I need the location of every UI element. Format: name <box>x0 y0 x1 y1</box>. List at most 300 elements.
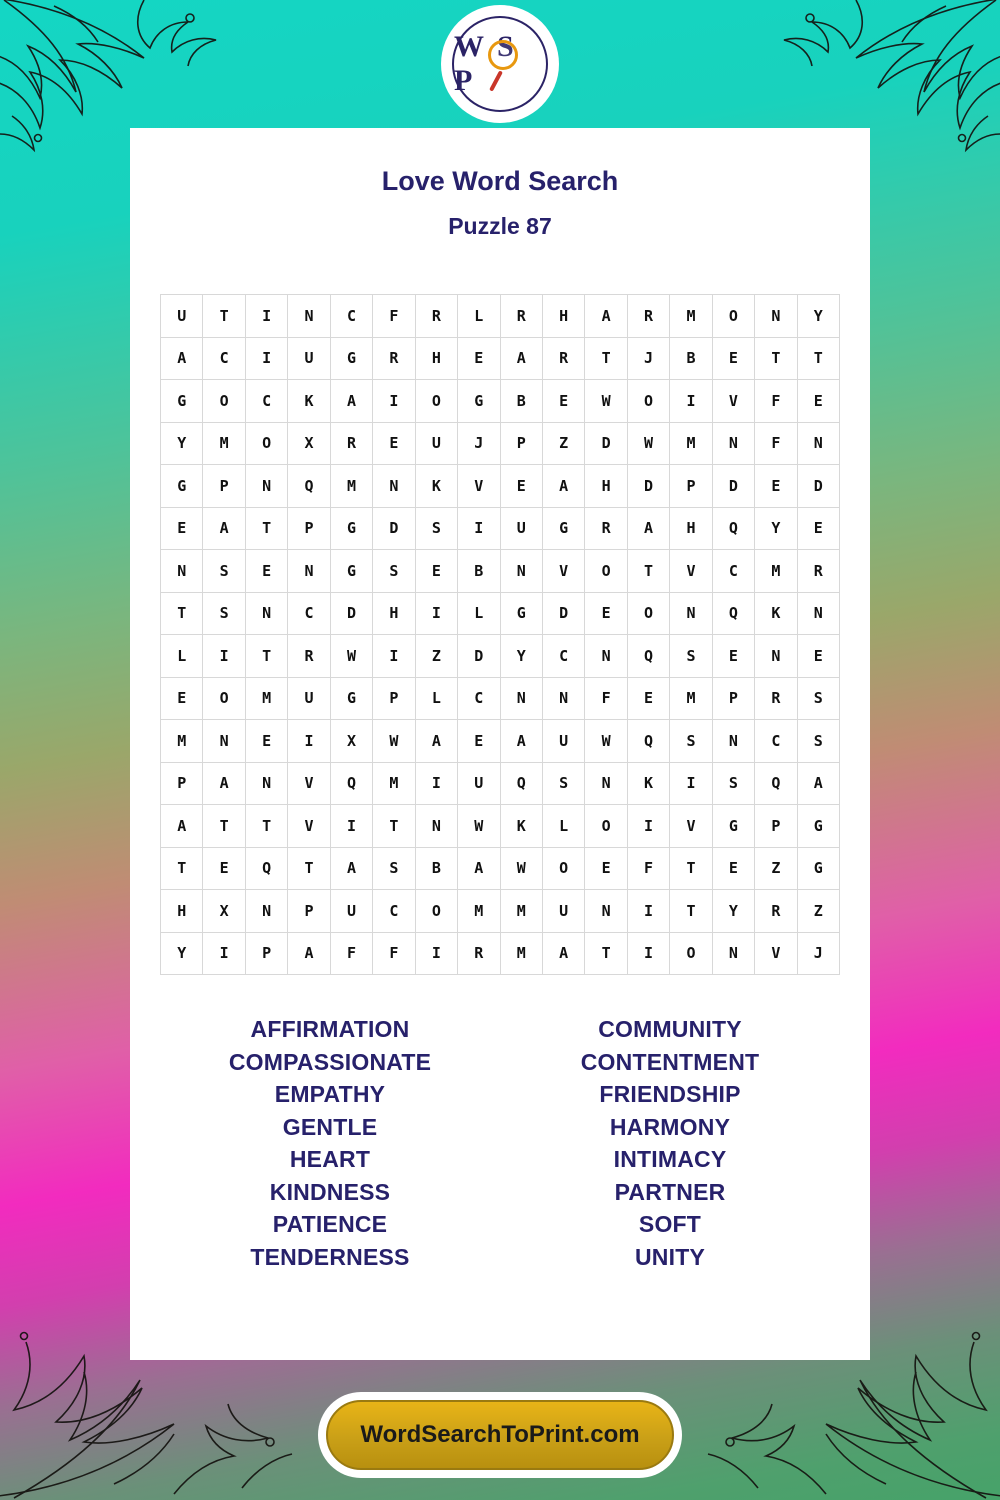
grid-cell[interactable]: N <box>712 422 754 465</box>
grid-cell[interactable]: P <box>245 932 287 975</box>
word-list-item: SOFT <box>638 1211 702 1237</box>
grid-cell[interactable]: H <box>670 507 712 550</box>
grid-cell[interactable]: J <box>797 932 839 975</box>
grid-row <box>161 805 840 848</box>
grid-cell[interactable]: C <box>330 295 372 338</box>
grid-cell[interactable]: R <box>458 932 500 975</box>
grid-cell[interactable]: G <box>542 507 584 550</box>
grid-cell[interactable]: E <box>458 337 500 380</box>
grid-cell[interactable]: I <box>203 635 245 678</box>
grid-cell[interactable]: P <box>288 890 330 933</box>
grid-cell[interactable]: A <box>542 465 584 508</box>
grid-cell[interactable]: N <box>542 677 584 720</box>
grid-cell[interactable]: A <box>542 932 584 975</box>
grid-cell[interactable]: G <box>330 677 372 720</box>
grid-cell[interactable]: I <box>415 932 457 975</box>
grid-cell[interactable]: T <box>161 847 203 890</box>
grid-cell[interactable]: F <box>755 380 797 423</box>
grid-cell[interactable]: D <box>373 507 415 550</box>
grid-cell[interactable]: S <box>797 720 839 763</box>
grid-cell[interactable]: N <box>755 635 797 678</box>
grid-cell[interactable]: H <box>415 337 457 380</box>
grid-cell[interactable]: P <box>712 677 754 720</box>
grid-cell[interactable]: U <box>500 507 542 550</box>
grid-cell[interactable]: D <box>712 465 754 508</box>
grid-cell[interactable]: D <box>797 465 839 508</box>
grid-cell[interactable]: W <box>627 422 669 465</box>
grid-cell[interactable]: W <box>330 635 372 678</box>
grid-cell[interactable]: E <box>161 507 203 550</box>
grid-cell[interactable]: L <box>415 677 457 720</box>
grid-cell[interactable]: N <box>415 805 457 848</box>
grid-cell[interactable]: P <box>500 422 542 465</box>
grid-cell[interactable]: F <box>330 932 372 975</box>
grid-cell[interactable]: D <box>585 422 627 465</box>
grid-cell[interactable]: Q <box>330 762 372 805</box>
grid-cell[interactable]: E <box>712 337 754 380</box>
grid-cell[interactable]: M <box>458 890 500 933</box>
grid-cell[interactable]: O <box>415 380 457 423</box>
grid-cell[interactable]: M <box>330 465 372 508</box>
grid-cell[interactable]: R <box>755 677 797 720</box>
grid-cell[interactable]: V <box>712 380 754 423</box>
magnifier-icon <box>488 40 518 70</box>
grid-cell[interactable]: F <box>627 847 669 890</box>
grid-cell[interactable]: Y <box>500 635 542 678</box>
grid-row <box>161 507 840 550</box>
grid-cell[interactable]: L <box>458 592 500 635</box>
grid-cell[interactable]: C <box>542 635 584 678</box>
grid-cell[interactable]: C <box>755 720 797 763</box>
grid-cell[interactable]: V <box>670 550 712 593</box>
grid-cell[interactable]: A <box>797 762 839 805</box>
grid-cell[interactable]: P <box>161 762 203 805</box>
word-list-item: COMPASSIONATE <box>228 1048 432 1075</box>
grid-cell[interactable]: C <box>203 337 245 380</box>
grid-cell[interactable]: Q <box>245 847 287 890</box>
grid-cell[interactable]: V <box>542 550 584 593</box>
grid-cell[interactable]: N <box>797 422 839 465</box>
grid-cell[interactable]: V <box>288 805 330 848</box>
grid-cell[interactable]: N <box>245 592 287 635</box>
grid-cell[interactable]: F <box>755 422 797 465</box>
grid-cell[interactable]: H <box>585 465 627 508</box>
grid-cell[interactable]: X <box>288 422 330 465</box>
grid-cell[interactable]: E <box>373 422 415 465</box>
grid-cell[interactable]: V <box>670 805 712 848</box>
grid-cell[interactable]: T <box>797 337 839 380</box>
grid-cell[interactable]: A <box>161 337 203 380</box>
grid-cell[interactable]: E <box>245 550 287 593</box>
grid-cell[interactable]: B <box>500 380 542 423</box>
grid-cell[interactable]: I <box>458 507 500 550</box>
grid-cell[interactable]: S <box>415 507 457 550</box>
grid-cell[interactable]: B <box>670 337 712 380</box>
grid-cell[interactable]: A <box>627 507 669 550</box>
grid-row <box>161 762 840 805</box>
grid-cell[interactable]: N <box>712 932 754 975</box>
grid-cell[interactable]: C <box>712 550 754 593</box>
grid-row <box>161 295 840 338</box>
grid-cell[interactable]: M <box>203 422 245 465</box>
word-search-grid[interactable] <box>160 294 840 975</box>
grid-cell[interactable]: O <box>542 847 584 890</box>
word-list-item: HEART <box>289 1146 371 1172</box>
grid-cell[interactable]: P <box>670 465 712 508</box>
grid-cell[interactable]: R <box>288 635 330 678</box>
grid-cell[interactable]: N <box>288 295 330 338</box>
grid-cell[interactable]: E <box>585 847 627 890</box>
grid-cell[interactable]: U <box>288 677 330 720</box>
grid-cell[interactable]: I <box>330 805 372 848</box>
grid-cell[interactable]: E <box>542 380 584 423</box>
grid-cell[interactable]: R <box>755 890 797 933</box>
grid-cell[interactable]: M <box>670 295 712 338</box>
grid-cell[interactable]: W <box>585 720 627 763</box>
grid-row <box>161 932 840 975</box>
grid-row <box>161 592 840 635</box>
grid-cell[interactable]: D <box>330 592 372 635</box>
grid-cell[interactable]: M <box>245 677 287 720</box>
grid-cell[interactable]: A <box>330 380 372 423</box>
word-list <box>160 1013 840 1273</box>
word-list-column-right <box>500 1013 840 1273</box>
grid-cell[interactable]: E <box>627 677 669 720</box>
grid-cell[interactable]: T <box>203 805 245 848</box>
grid-cell[interactable]: Q <box>627 720 669 763</box>
grid-cell[interactable]: O <box>245 422 287 465</box>
grid-cell[interactable]: U <box>542 890 584 933</box>
grid-cell[interactable]: G <box>458 380 500 423</box>
grid-cell[interactable]: Q <box>288 465 330 508</box>
grid-cell[interactable]: G <box>330 337 372 380</box>
grid-cell[interactable]: K <box>415 465 457 508</box>
grid-cell[interactable]: T <box>245 507 287 550</box>
grid-cell[interactable]: O <box>670 932 712 975</box>
grid-cell[interactable]: K <box>627 762 669 805</box>
grid-cell[interactable]: F <box>373 295 415 338</box>
website-button[interactable] <box>326 1400 674 1470</box>
grid-cell[interactable]: K <box>755 592 797 635</box>
grid-cell[interactable]: N <box>245 465 287 508</box>
grid-row <box>161 635 840 678</box>
grid-cell[interactable]: W <box>373 720 415 763</box>
grid-cell[interactable]: N <box>585 635 627 678</box>
grid-cell[interactable]: T <box>627 550 669 593</box>
grid-cell[interactable]: S <box>797 677 839 720</box>
grid-cell[interactable]: Y <box>161 932 203 975</box>
grid-cell[interactable]: C <box>245 380 287 423</box>
puzzle-sheet <box>130 128 870 1360</box>
grid-cell[interactable]: V <box>288 762 330 805</box>
grid-cell[interactable]: Q <box>500 762 542 805</box>
grid-cell[interactable]: L <box>542 805 584 848</box>
grid-cell[interactable]: N <box>245 890 287 933</box>
grid-cell[interactable]: N <box>585 890 627 933</box>
word-list-item: PATIENCE <box>272 1211 388 1237</box>
grid-cell[interactable]: F <box>585 677 627 720</box>
grid-cell[interactable]: O <box>203 380 245 423</box>
grid-cell[interactable]: G <box>330 550 372 593</box>
grid-cell[interactable]: A <box>203 507 245 550</box>
grid-cell[interactable]: I <box>288 720 330 763</box>
grid-cell[interactable]: N <box>373 465 415 508</box>
grid-cell[interactable]: S <box>203 592 245 635</box>
grid-cell[interactable]: S <box>670 720 712 763</box>
grid-cell[interactable]: E <box>458 720 500 763</box>
grid-cell[interactable]: Q <box>712 507 754 550</box>
grid-cell[interactable]: R <box>627 295 669 338</box>
grid-cell[interactable]: G <box>330 507 372 550</box>
grid-cell[interactable]: O <box>627 380 669 423</box>
grid-cell[interactable]: T <box>585 932 627 975</box>
word-list-item: HARMONY <box>609 1113 731 1140</box>
grid-cell[interactable]: E <box>797 507 839 550</box>
grid-row <box>161 337 840 380</box>
grid-cell[interactable]: Y <box>161 422 203 465</box>
letter-grid-table[interactable] <box>160 294 840 975</box>
grid-cell[interactable]: N <box>500 677 542 720</box>
grid-cell[interactable]: M <box>500 890 542 933</box>
grid-cell[interactable]: I <box>245 295 287 338</box>
grid-cell[interactable]: K <box>500 805 542 848</box>
grid-cell[interactable]: R <box>585 507 627 550</box>
grid-cell[interactable]: M <box>755 550 797 593</box>
grid-cell[interactable]: T <box>161 592 203 635</box>
grid-cell[interactable]: N <box>585 762 627 805</box>
grid-cell[interactable]: P <box>288 507 330 550</box>
grid-cell[interactable]: I <box>373 635 415 678</box>
grid-cell[interactable]: E <box>797 380 839 423</box>
grid-cell[interactable]: P <box>203 465 245 508</box>
grid-cell[interactable]: E <box>585 592 627 635</box>
grid-cell[interactable]: A <box>500 720 542 763</box>
grid-cell[interactable]: T <box>245 635 287 678</box>
grid-cell[interactable]: B <box>415 847 457 890</box>
word-list-item: INTIMACY <box>613 1146 727 1172</box>
grid-cell[interactable]: A <box>500 337 542 380</box>
grid-cell[interactable]: W <box>500 847 542 890</box>
grid-cell[interactable]: E <box>797 635 839 678</box>
grid-cell[interactable]: M <box>500 932 542 975</box>
word-list-item: KINDNESS <box>269 1178 391 1205</box>
grid-row <box>161 422 840 465</box>
grid-cell[interactable]: R <box>330 422 372 465</box>
grid-cell[interactable]: I <box>627 805 669 848</box>
grid-cell[interactable]: A <box>458 847 500 890</box>
grid-cell[interactable]: K <box>288 380 330 423</box>
grid-cell[interactable]: C <box>373 890 415 933</box>
grid-cell[interactable]: T <box>373 805 415 848</box>
grid-cell[interactable]: S <box>712 762 754 805</box>
website-label: WordSearchToPrint.com <box>360 1421 640 1448</box>
word-list-item: FRIENDSHIP <box>599 1081 741 1107</box>
grid-cell[interactable]: C <box>288 592 330 635</box>
grid-cell[interactable]: A <box>415 720 457 763</box>
grid-cell[interactable]: N <box>712 720 754 763</box>
grid-cell[interactable]: Q <box>755 762 797 805</box>
grid-cell[interactable]: N <box>670 592 712 635</box>
grid-cell[interactable]: U <box>458 762 500 805</box>
grid-cell[interactable]: A <box>585 295 627 338</box>
grid-cell[interactable]: O <box>415 890 457 933</box>
grid-cell[interactable]: S <box>373 550 415 593</box>
word-list-item: PARTNER <box>614 1178 726 1205</box>
grid-cell[interactable]: B <box>458 550 500 593</box>
grid-cell[interactable]: A <box>203 762 245 805</box>
grid-cell[interactable]: A <box>288 932 330 975</box>
puzzle-number: Puzzle 87 <box>448 213 552 239</box>
grid-cell[interactable]: J <box>627 337 669 380</box>
grid-cell[interactable]: O <box>585 550 627 593</box>
grid-row <box>161 550 840 593</box>
grid-cell[interactable]: A <box>330 847 372 890</box>
grid-cell[interactable]: P <box>755 805 797 848</box>
grid-cell[interactable]: S <box>670 635 712 678</box>
word-list-item: AFFIRMATION <box>250 1016 410 1042</box>
grid-cell[interactable]: V <box>755 932 797 975</box>
grid-cell[interactable]: G <box>797 805 839 848</box>
grid-cell[interactable]: O <box>203 677 245 720</box>
grid-cell[interactable]: C <box>458 677 500 720</box>
grid-cell[interactable]: T <box>670 847 712 890</box>
grid-cell[interactable]: F <box>373 932 415 975</box>
grid-cell[interactable]: L <box>161 635 203 678</box>
grid-cell[interactable]: G <box>797 847 839 890</box>
grid-cell[interactable]: S <box>203 550 245 593</box>
grid-cell[interactable]: I <box>627 932 669 975</box>
grid-cell[interactable]: G <box>500 592 542 635</box>
grid-row <box>161 847 840 890</box>
grid-cell[interactable]: E <box>245 720 287 763</box>
grid-cell[interactable]: M <box>670 422 712 465</box>
grid-cell[interactable]: Y <box>712 890 754 933</box>
word-list-item: UNITY <box>635 1243 705 1270</box>
grid-cell[interactable]: H <box>161 890 203 933</box>
grid-cell[interactable]: H <box>542 295 584 338</box>
grid-cell[interactable]: M <box>161 720 203 763</box>
grid-cell[interactable]: T <box>585 337 627 380</box>
grid-cell[interactable]: J <box>458 422 500 465</box>
grid-cell[interactable]: D <box>542 592 584 635</box>
grid-cell[interactable]: X <box>330 720 372 763</box>
grid-cell[interactable]: N <box>797 592 839 635</box>
grid-cell[interactable]: N <box>161 550 203 593</box>
grid-cell[interactable]: I <box>670 762 712 805</box>
grid-cell[interactable]: E <box>755 465 797 508</box>
grid-cell[interactable]: M <box>373 762 415 805</box>
grid-cell[interactable]: N <box>288 550 330 593</box>
grid-cell[interactable]: I <box>415 762 457 805</box>
grid-cell[interactable]: I <box>627 890 669 933</box>
grid-cell[interactable]: N <box>500 550 542 593</box>
word-list-item: EMPATHY <box>274 1081 386 1107</box>
grid-cell[interactable]: W <box>458 805 500 848</box>
grid-cell[interactable]: Y <box>797 295 839 338</box>
grid-cell[interactable]: N <box>755 295 797 338</box>
grid-cell[interactable]: G <box>161 380 203 423</box>
grid-cell[interactable]: R <box>797 550 839 593</box>
grid-cell[interactable]: Q <box>627 635 669 678</box>
grid-cell[interactable]: I <box>245 337 287 380</box>
grid-row <box>161 720 840 763</box>
grid-cell[interactable]: S <box>542 762 584 805</box>
grid-cell[interactable]: R <box>500 295 542 338</box>
grid-row <box>161 465 840 508</box>
grid-cell[interactable]: U <box>330 890 372 933</box>
grid-cell[interactable]: R <box>542 337 584 380</box>
grid-cell[interactable]: O <box>585 805 627 848</box>
word-list-item: COMMUNITY <box>598 1016 742 1042</box>
grid-cell[interactable]: L <box>458 295 500 338</box>
grid-cell[interactable]: E <box>712 635 754 678</box>
grid-cell[interactable]: T <box>755 337 797 380</box>
grid-cell[interactable]: V <box>458 465 500 508</box>
grid-cell[interactable]: Z <box>797 890 839 933</box>
grid-cell[interactable]: H <box>373 592 415 635</box>
grid-cell[interactable]: P <box>373 677 415 720</box>
grid-cell[interactable]: U <box>288 337 330 380</box>
logo-circle <box>452 16 548 112</box>
grid-cell[interactable]: N <box>245 762 287 805</box>
grid-cell[interactable]: X <box>203 890 245 933</box>
grid-row <box>161 890 840 933</box>
grid-cell[interactable]: Y <box>755 507 797 550</box>
grid-cell[interactable]: U <box>161 295 203 338</box>
grid-cell[interactable]: I <box>373 380 415 423</box>
grid-cell[interactable]: T <box>245 805 287 848</box>
page-title: Love Word Search <box>381 166 619 196</box>
site-logo <box>444 8 556 120</box>
grid-cell[interactable]: I <box>203 932 245 975</box>
grid-cell[interactable]: Z <box>755 847 797 890</box>
grid-cell[interactable]: E <box>415 550 457 593</box>
grid-cell[interactable]: E <box>712 847 754 890</box>
grid-row <box>161 380 840 423</box>
grid-cell[interactable]: W <box>585 380 627 423</box>
grid-cell[interactable]: G <box>161 465 203 508</box>
grid-cell[interactable]: U <box>542 720 584 763</box>
grid-cell[interactable]: U <box>415 422 457 465</box>
grid-cell[interactable]: Z <box>542 422 584 465</box>
grid-cell[interactable]: G <box>712 805 754 848</box>
word-list-item: CONTENTMENT <box>580 1048 760 1075</box>
grid-cell[interactable]: N <box>203 720 245 763</box>
grid-row <box>161 677 840 720</box>
grid-cell[interactable]: E <box>203 847 245 890</box>
grid-cell[interactable]: T <box>288 847 330 890</box>
grid-cell[interactable]: D <box>458 635 500 678</box>
word-list-column-left <box>160 1013 500 1273</box>
grid-cell[interactable]: I <box>415 592 457 635</box>
grid-cell[interactable]: T <box>670 890 712 933</box>
grid-cell[interactable]: Z <box>415 635 457 678</box>
grid-cell[interactable]: E <box>161 677 203 720</box>
grid-cell[interactable]: O <box>627 592 669 635</box>
word-list-item: GENTLE <box>282 1113 378 1140</box>
grid-cell[interactable]: A <box>161 805 203 848</box>
grid-cell[interactable]: R <box>415 295 457 338</box>
grid-cell[interactable]: M <box>670 677 712 720</box>
grid-cell[interactable]: Q <box>712 592 754 635</box>
grid-cell[interactable]: I <box>670 380 712 423</box>
grid-cell[interactable]: T <box>203 295 245 338</box>
grid-cell[interactable]: S <box>373 847 415 890</box>
grid-cell[interactable]: E <box>500 465 542 508</box>
grid-cell[interactable]: R <box>373 337 415 380</box>
grid-cell[interactable]: O <box>712 295 754 338</box>
grid-cell[interactable]: D <box>627 465 669 508</box>
